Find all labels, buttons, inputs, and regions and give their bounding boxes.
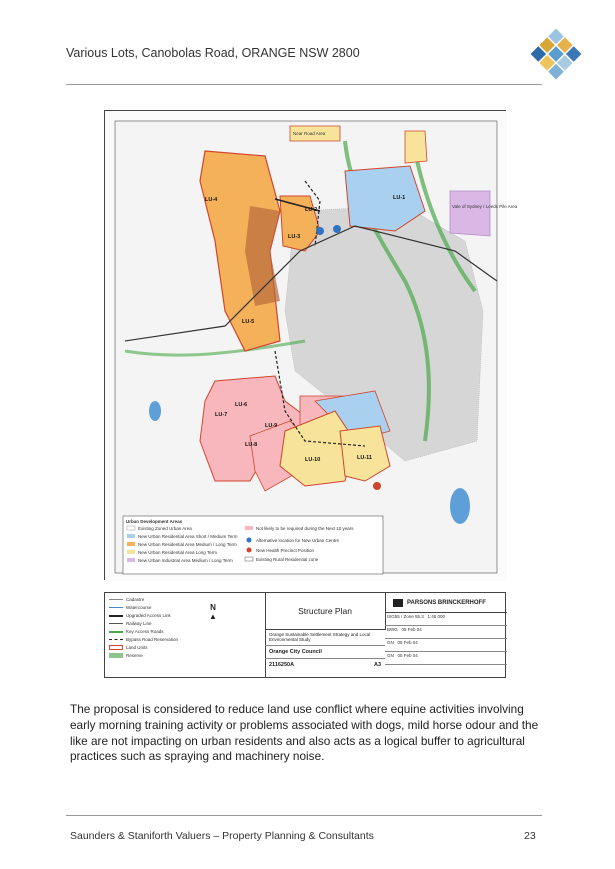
datum-text: ISG55 / Zone 55.3: [387, 614, 424, 619]
page-header-title: Various Lots, Canobolas Road, ORANGE NSW 2800: [66, 46, 360, 60]
footer-company: Saunders & Staniforth Valuers – Property Planning & Consultants: [70, 830, 374, 842]
zone-label-lu4: LU-4: [205, 197, 218, 203]
sheet-size: A3: [373, 662, 381, 668]
map-legend-item: Railway Line: [126, 621, 152, 626]
map-legend-item: Land Units: [126, 645, 148, 650]
north-arrow-icon: N ▲: [209, 603, 217, 621]
legend-item: Existing Zoned Urban Area: [138, 526, 192, 531]
map-legend-item: Key Access Roads: [126, 629, 164, 634]
title-block: [104, 592, 506, 678]
map-legend-item: Watercourse: [126, 605, 152, 610]
checked-row: [385, 639, 507, 652]
brand-label: PARSONS BRINCKERHOFF: [407, 599, 486, 606]
zone-label-lu6: LU-6: [235, 402, 248, 408]
legend-item: New Urban Residential Area Short / Medium Term: [138, 534, 238, 539]
map-legend-item: Reserve: [126, 653, 143, 658]
plan-title: Structure Plan: [265, 593, 386, 630]
legend-item: New Urban Residential Area Medium / Long Term: [138, 542, 237, 547]
legend-item: Existing Rural Residential zone: [256, 557, 319, 562]
structure-plan-figure: [104, 110, 518, 680]
drawn-by: BWG: [387, 627, 398, 632]
zone-label-lu11: LU-11: [357, 455, 372, 461]
zone-label-lu1: LU-1: [393, 195, 406, 201]
zone-label-lu8: LU-8: [245, 442, 258, 448]
header-divider: [66, 84, 542, 85]
zone-label-lu2: LU-2: [305, 207, 318, 213]
map-legend-item: Cadastre: [126, 597, 145, 602]
project-info: [265, 629, 385, 679]
zone-label-lu3: LU-3: [288, 234, 301, 240]
legend-title: Urban Development Areas: [126, 519, 183, 524]
date-checked: 05 Feb 04: [397, 640, 418, 645]
legend-item: New Urban Industrial Area Medium / Long Term: [138, 558, 233, 563]
drawn-row: [385, 626, 507, 639]
legend-item: Not likely to be required during the Next 10 years: [256, 526, 354, 531]
structure-plan-map: [104, 110, 518, 580]
body-paragraph: The proposal is considered to reduce land use conflict where equine activities involving early morning training activity or problems associated with dogs, mild horse odour and the like are not impacting on urban residents and also acts as a logical buffer to agricultural practices such as spraying and machinery noise.: [70, 702, 539, 764]
legend-item: New Health Precinct Position: [256, 548, 315, 553]
zone-label-lu5: LU-5: [242, 319, 255, 325]
legend-item: Alternative location for New Urban Centre: [256, 538, 340, 543]
checked-by: GN: [387, 640, 394, 645]
date-approved: 05 Feb 04: [397, 653, 418, 658]
map-legend-item: Bypass Road Reservation: [126, 637, 179, 642]
approved-row: [385, 652, 507, 665]
datum-value: [385, 613, 507, 626]
plan-number: 2116250A: [269, 662, 295, 668]
client-name: Orange City Council: [265, 646, 385, 659]
map-legend: [105, 593, 266, 677]
page-number: 23: [524, 830, 536, 842]
map-legend-item: Upgraded Access Link: [126, 613, 171, 618]
footer-divider: [66, 815, 542, 816]
callout-vale-of-sydney: Vale of Sydney / Leeds Pile Area: [452, 204, 518, 209]
zone-label-lu9: LU-9: [265, 423, 278, 429]
legend-item: New Urban Residential Area Long Term: [138, 550, 217, 555]
date-drawn: 05 Feb 04: [401, 627, 422, 632]
scale-text: 1:45 000: [427, 614, 446, 619]
zone-label-lu10: LU-10: [305, 457, 321, 463]
zone-label-lu7: LU-7: [215, 412, 228, 418]
brand-name: [385, 593, 507, 613]
approved-by: GN: [387, 653, 394, 658]
callout-near-road: Near Road Area: [293, 131, 326, 136]
project-name: Orange Sustainable Settlement Strategy and Local Environmental Study: [265, 629, 385, 646]
company-logo-icon: [528, 26, 584, 82]
